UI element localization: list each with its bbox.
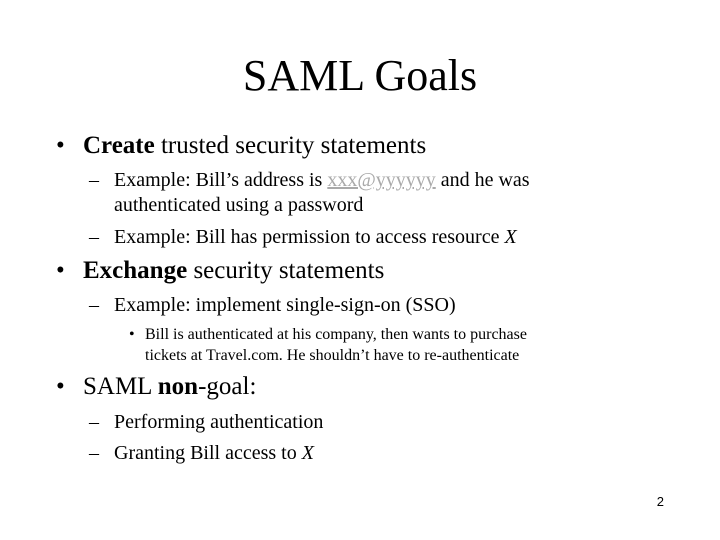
sub-granting-access-text: Granting Bill access to — [114, 442, 302, 464]
dash-glyph: – — [89, 226, 99, 248]
bullet-create-text: trusted security statements — [154, 132, 427, 159]
subsub-sso-line1: Bill is authenticated at his company, then wants to purchase — [145, 326, 527, 343]
bullet-non-goal — [83, 372, 256, 402]
sub-example-address — [114, 167, 530, 193]
dash-glyph: – — [89, 169, 99, 191]
bullet-create — [83, 131, 426, 161]
subsub-sso-line2: tickets at Travel.com. He shouldn’t have to re-authenticate — [145, 347, 520, 364]
bullet-non-goal-pre: SAML — [83, 373, 158, 400]
bullet-exchange-bold: Exchange — [83, 257, 188, 284]
bullet-glyph: • — [129, 326, 135, 343]
sub-example-permission-text: Example: Bill has permission to access resource — [114, 226, 505, 248]
slide-title: SAML Goals — [242, 51, 478, 100]
bullet-exchange-text: security statements — [187, 257, 385, 284]
bullet-non-goal-bold: non — [157, 373, 199, 400]
email-link[interactable]: xxx@yyyyyy — [327, 169, 436, 191]
dash-glyph: – — [89, 442, 99, 464]
bullet-create-bold: Create — [83, 132, 155, 159]
bullet-glyph: • — [56, 132, 65, 159]
sub-performing-auth: Performing authentication — [114, 411, 324, 433]
resource-x: X — [504, 226, 517, 248]
sub-granting-access — [114, 440, 314, 466]
bullet-glyph: • — [56, 373, 65, 400]
bullet-non-goal-text: -goal: — [198, 373, 257, 400]
dash-glyph: – — [89, 294, 99, 316]
page-number: 2 — [656, 494, 664, 509]
sub-example-address-pre: Example: Bill’s address is — [114, 169, 328, 191]
dash-glyph: – — [89, 411, 99, 433]
sub-example-permission — [114, 224, 517, 250]
bullet-exchange — [83, 256, 384, 286]
sub-example-sso: Example: implement single-sign-on (SSO) — [114, 294, 456, 316]
bullet-glyph: • — [56, 257, 65, 284]
sub-example-address-post: and he was — [435, 169, 530, 191]
sub-example-address-cont: authenticated using a password — [114, 194, 364, 216]
access-x: X — [301, 442, 314, 464]
